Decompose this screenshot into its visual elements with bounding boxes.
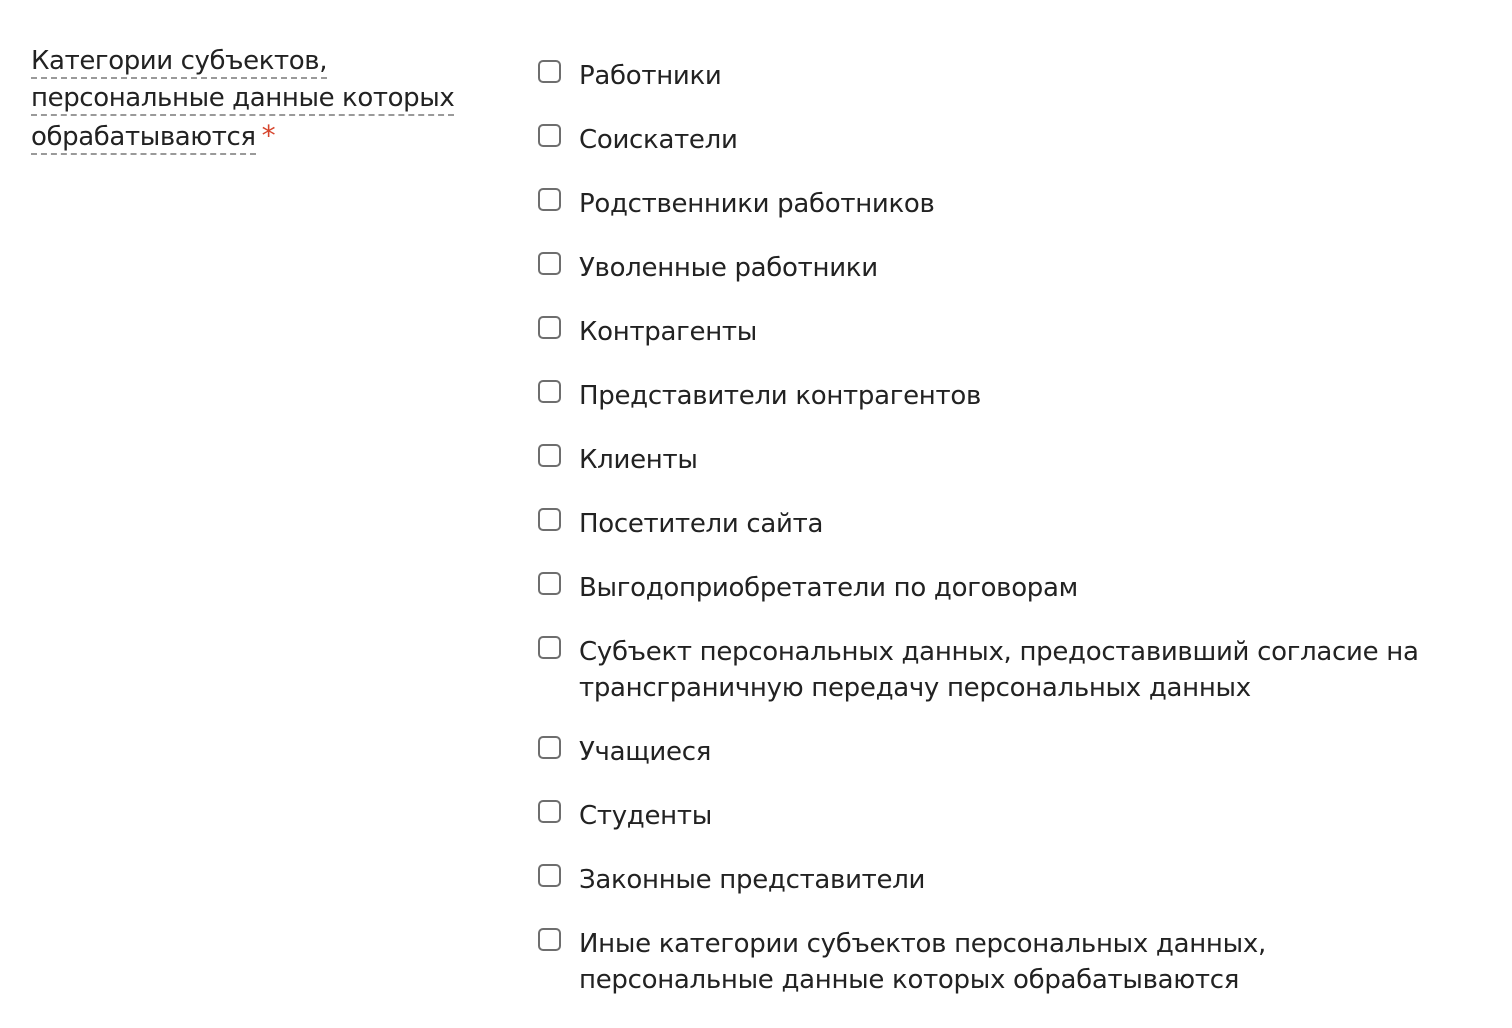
checkbox[interactable] — [538, 572, 561, 595]
required-mark: * — [261, 119, 276, 152]
checkbox[interactable] — [538, 508, 561, 531]
checkbox[interactable] — [538, 864, 561, 887]
checkbox-option[interactable] — [538, 314, 1478, 350]
checkbox-option[interactable] — [538, 122, 1478, 158]
checkbox-label[interactable]: Родственники работников — [579, 189, 935, 219]
checkbox[interactable] — [538, 736, 561, 759]
checkbox-label[interactable]: Уволенные работники — [579, 253, 878, 283]
field-label-text: Категории субъектов, персональные данные которых обрабатываются — [31, 46, 454, 155]
checkbox-label[interactable]: Соискатели — [579, 125, 738, 155]
checkbox[interactable] — [538, 124, 561, 147]
field-label — [31, 43, 521, 156]
checkbox[interactable] — [538, 800, 561, 823]
checkbox-label[interactable]: Студенты — [579, 801, 712, 831]
checkbox-option[interactable] — [538, 250, 1478, 286]
checkbox[interactable] — [538, 444, 561, 467]
checkbox-label[interactable]: Работники — [579, 61, 722, 91]
checkbox-label[interactable]: Субъект персональных данных, предоставивший согласие на трансграничную передачу персональных данных — [579, 637, 1419, 703]
checkbox[interactable] — [538, 636, 561, 659]
checkbox-option[interactable] — [538, 862, 1478, 898]
checkbox[interactable] — [538, 380, 561, 403]
checkbox-option[interactable] — [538, 58, 1478, 94]
checkbox[interactable] — [538, 252, 561, 275]
checkbox-label[interactable]: Учащиеся — [579, 737, 712, 767]
checkbox-label[interactable]: Иные категории субъектов персональных данных, персональные данные которых обрабатываются — [579, 929, 1266, 995]
checkbox-option[interactable] — [538, 442, 1478, 478]
checkbox-label[interactable]: Контрагенты — [579, 317, 757, 347]
checkbox-label[interactable]: Представители контрагентов — [579, 381, 981, 411]
checkbox-option[interactable] — [538, 734, 1478, 770]
checkbox-option[interactable] — [538, 378, 1478, 414]
checkbox-option[interactable] — [538, 570, 1478, 606]
checkbox-option[interactable] — [538, 186, 1478, 222]
checkbox-option[interactable] — [538, 926, 1478, 998]
checkbox-label[interactable]: Выгодоприобретатели по договорам — [579, 573, 1078, 603]
checkbox-list — [538, 58, 1478, 1026]
checkbox-option[interactable] — [538, 798, 1478, 834]
checkbox[interactable] — [538, 188, 561, 211]
checkbox[interactable] — [538, 60, 561, 83]
checkbox-option[interactable] — [538, 634, 1478, 706]
checkbox[interactable] — [538, 928, 561, 951]
checkbox-option[interactable] — [538, 506, 1478, 542]
checkbox[interactable] — [538, 316, 561, 339]
checkbox-label[interactable]: Посетители сайта — [579, 509, 824, 539]
checkbox-label[interactable]: Клиенты — [579, 445, 698, 475]
checkbox-label[interactable]: Законные представители — [579, 865, 926, 895]
